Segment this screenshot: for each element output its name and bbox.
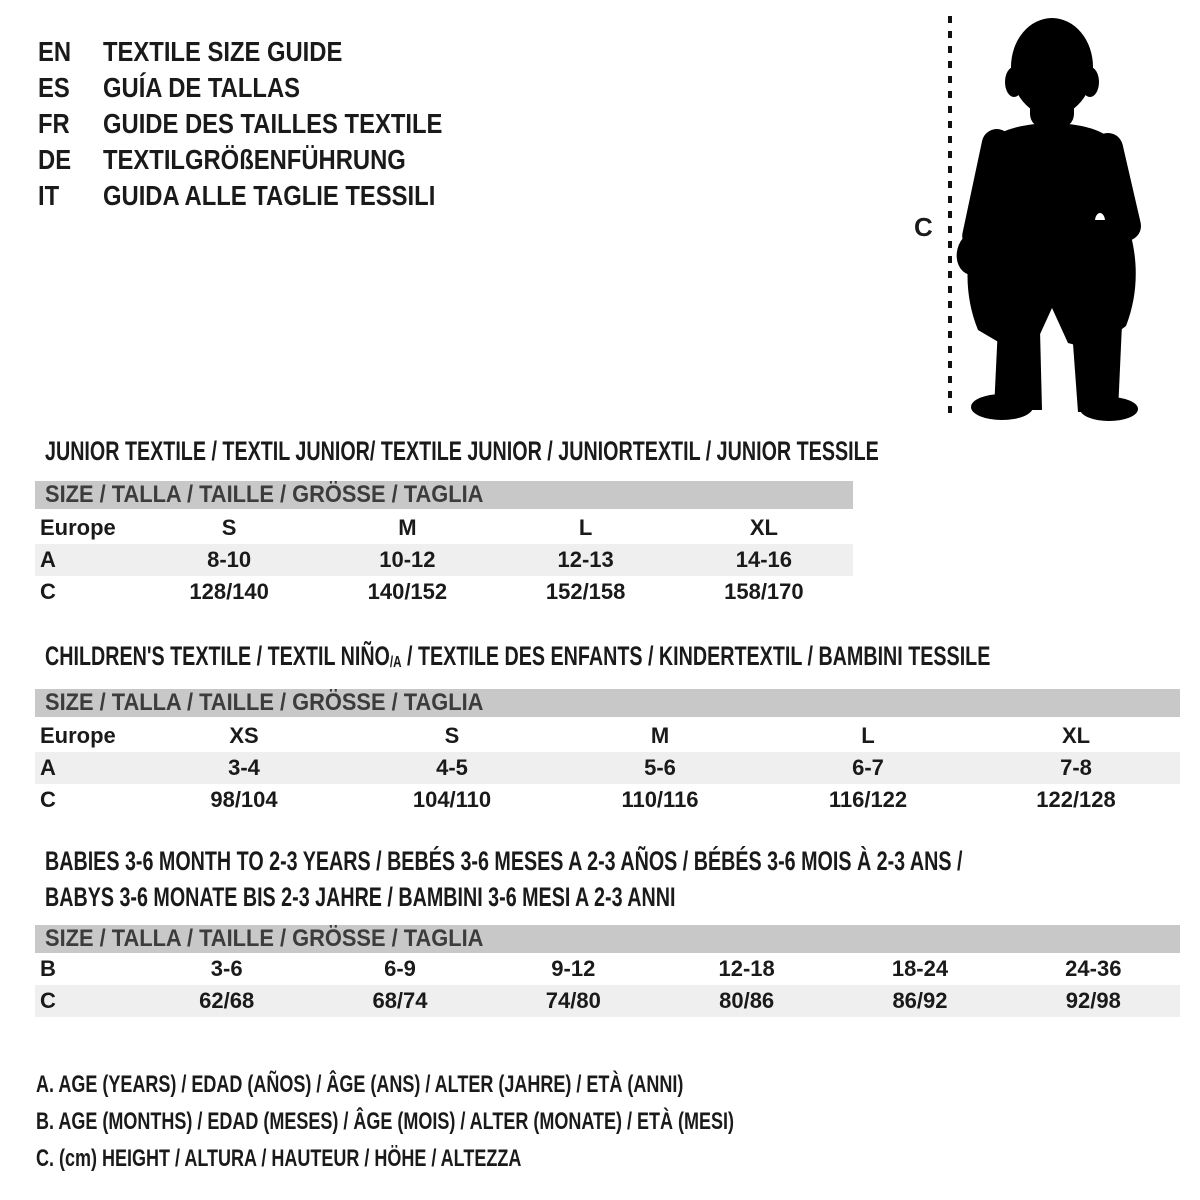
- size-cell: 68/74: [372, 988, 428, 1013]
- size-cell: M: [650, 723, 670, 748]
- language-row-fr: [38, 106, 502, 142]
- size-cell: 7-8: [1060, 755, 1092, 780]
- language-row-es: [38, 70, 502, 106]
- size-cell: S: [444, 723, 460, 748]
- size-header-band: [35, 481, 853, 509]
- size-cell: 24-36: [1065, 956, 1122, 981]
- language-row-de: [38, 142, 502, 178]
- size-cell: 3-4: [228, 755, 260, 780]
- size-cell: S: [221, 515, 237, 540]
- size-cell: 158/170: [724, 579, 804, 604]
- table-rows: [35, 512, 853, 608]
- section-junior: [35, 433, 879, 613]
- row-label: Europe: [40, 515, 116, 540]
- section-children: [35, 638, 1180, 823]
- guide-title-it: GUIDA ALLE TAGLIE TESSILI: [103, 180, 436, 211]
- size-cell: 8-10: [207, 547, 252, 572]
- size-cell: 80/86: [719, 988, 775, 1013]
- toddler-body: [952, 18, 1144, 421]
- section-babies: [35, 843, 1180, 1023]
- size-cell: 14-16: [735, 547, 793, 572]
- size-cell: 4-5: [436, 755, 468, 780]
- size-header-band: [35, 925, 1180, 953]
- language-code: FR: [38, 108, 70, 139]
- size-cell: 12-18: [718, 956, 775, 981]
- title-part: CHILDREN'S TEXTILE / TEXTIL NIÑO: [45, 641, 390, 671]
- size-cell: 5-6: [644, 755, 676, 780]
- language-code: IT: [38, 180, 60, 211]
- section-title-babies: [45, 843, 962, 915]
- size-cell: 6-7: [852, 755, 884, 780]
- table-row-c: [35, 576, 853, 608]
- size-cell: 86/92: [892, 988, 948, 1013]
- legend: [36, 1066, 967, 1177]
- size-cell: 152/158: [545, 579, 626, 604]
- size-cell: 9-12: [551, 956, 596, 981]
- title-line: BABYS 3-6 MONATE BIS 2-3 JAHRE / BAMBINI 3-6 MESI A 2-3 ANNI: [45, 882, 676, 912]
- title-part: / TEXTILE DES ENFANTS / KINDERTEXTIL / BAMBINI TESSILE: [401, 641, 991, 671]
- guide-title-es: GUÍA DE TALLAS: [103, 72, 301, 103]
- table-row-c: [35, 985, 1180, 1017]
- size-header-text: SIZE / TALLA / TAILLE / GRÖSSE / TAGLIA: [45, 689, 484, 716]
- size-cell: 122/128: [1036, 787, 1116, 812]
- table-rows: [35, 720, 1180, 816]
- table-row-a: [35, 752, 1180, 784]
- size-cell: 116/122: [828, 787, 908, 812]
- toddler-silhouette: [930, 10, 1150, 425]
- table-row-a: [35, 544, 853, 576]
- size-cell: XS: [229, 723, 259, 748]
- size-cell: 10-12: [379, 547, 436, 572]
- legend-line-a: A. AGE (YEARS) / EDAD (AÑOS) / ÂGE (ANS) / ALTER (JAHRE) / ETÀ (ANNI): [36, 1071, 684, 1098]
- table-row-europe: [35, 512, 853, 544]
- title-subscript: /A: [389, 654, 402, 671]
- guide-title-fr: GUIDE DES TAILLES TEXTILE: [103, 108, 443, 139]
- row-label: C: [40, 579, 56, 604]
- size-cell: L: [861, 723, 875, 748]
- size-cell: 128/140: [189, 579, 269, 604]
- size-cell: XL: [1061, 723, 1091, 748]
- size-cell: M: [398, 515, 417, 540]
- size-cell: 74/80: [545, 988, 601, 1013]
- size-cell: 12-13: [557, 547, 614, 572]
- size-cell: 98/104: [210, 787, 278, 812]
- title-line: BABIES 3-6 MONTH TO 2-3 YEARS / BEBÉS 3-6 MESES A 2-3 AÑOS / BÉBÉS 3-6 MOIS À 2-3 ANS /: [45, 846, 963, 876]
- language-row-en: [38, 34, 502, 70]
- language-code: DE: [38, 144, 72, 175]
- guide-title-en: TEXTILE SIZE GUIDE: [103, 36, 343, 67]
- size-cell: 18-24: [891, 956, 949, 981]
- size-header-text: SIZE / TALLA / TAILLE / GRÖSSE / TAGLIA: [45, 925, 484, 952]
- row-label: C: [40, 787, 56, 812]
- size-cell: 3-6: [210, 956, 243, 981]
- language-title-list: [38, 34, 502, 214]
- size-cell: 110/116: [621, 787, 699, 812]
- row-label: Europe: [40, 723, 116, 748]
- table-rows: [35, 953, 1180, 1017]
- guide-title-de: TEXTILGRÖßENFÜHRUNG: [103, 144, 406, 175]
- language-code: ES: [38, 72, 70, 103]
- size-cell: 104/110: [412, 787, 492, 812]
- row-label: A: [40, 755, 56, 780]
- size-cell: XL: [749, 515, 778, 540]
- size-header-band: [35, 689, 1180, 717]
- section-title-children: [45, 638, 990, 681]
- size-cell: 92/98: [1065, 988, 1121, 1013]
- height-measure-label: C: [914, 212, 933, 242]
- row-label: B: [40, 956, 56, 981]
- section-title-junior: JUNIOR TEXTILE / TEXTIL JUNIOR/ TEXTILE JUNIOR / JUNIORTEXTIL / JUNIOR TESSILE: [45, 436, 879, 466]
- size-cell: L: [578, 515, 593, 540]
- row-label: C: [40, 988, 56, 1013]
- size-header-text: SIZE / TALLA / TAILLE / GRÖSSE / TAGLIA: [45, 481, 484, 508]
- table-row-europe: [35, 720, 1180, 752]
- table-row-b: [35, 953, 1180, 985]
- size-cell: 140/152: [367, 579, 448, 604]
- legend-line-b: B. AGE (MONTHS) / EDAD (MESES) / ÂGE (MOIS) / ALTER (MONATE) / ETÀ (MESI): [36, 1108, 734, 1135]
- size-cell: 62/68: [199, 988, 255, 1013]
- legend-line-c: C. (cm) HEIGHT / ALTURA / HAUTEUR / HÖHE / ALTEZZA: [36, 1145, 522, 1172]
- row-label: A: [40, 547, 56, 572]
- table-row-c: [35, 784, 1180, 816]
- language-code: EN: [38, 36, 72, 67]
- language-row-it: [38, 178, 502, 214]
- size-cell: 6-9: [384, 956, 416, 981]
